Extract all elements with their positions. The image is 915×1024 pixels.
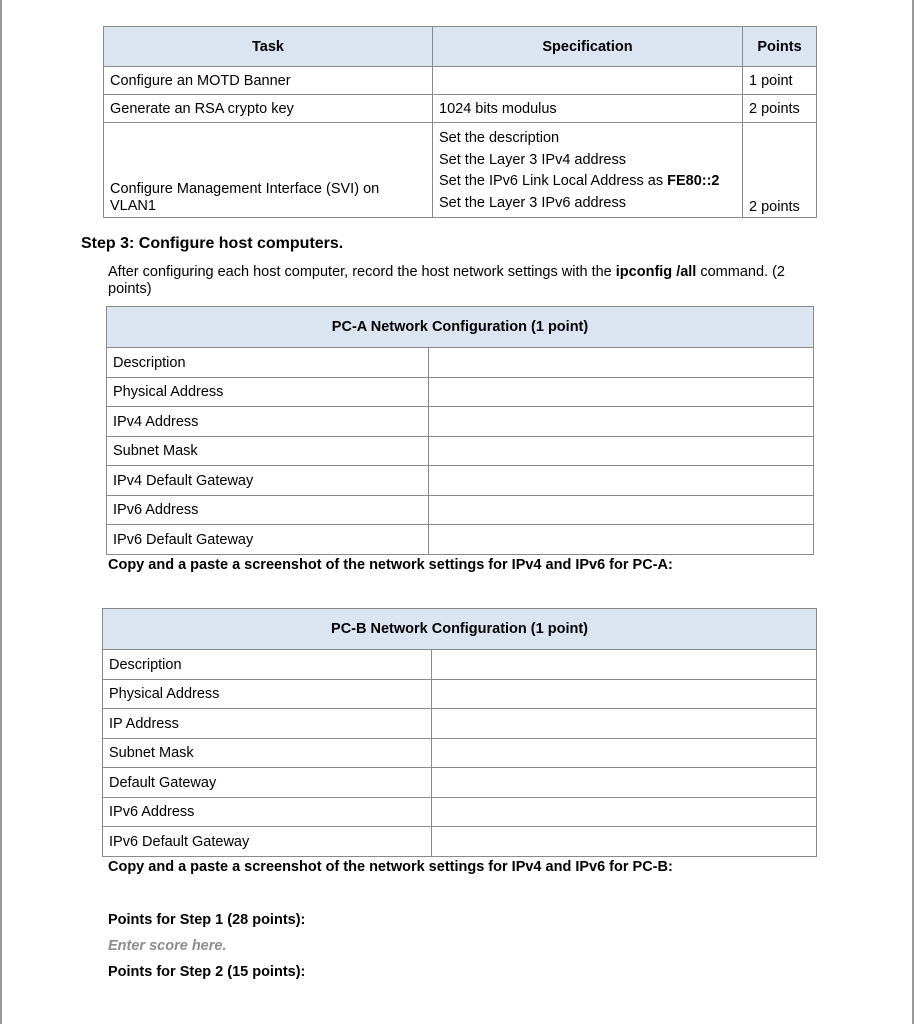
task-table (103, 26, 817, 218)
row-label: IPv6 Default Gateway (107, 525, 429, 555)
row-label: IPv4 Address (107, 407, 429, 437)
row-label: Physical Address (107, 377, 429, 407)
row-label: Default Gateway (103, 768, 432, 798)
header-specification: Specification (433, 27, 743, 67)
instruction-text: After configuring each host computer, record the host network settings with the (108, 264, 616, 280)
row-label: Subnet Mask (107, 436, 429, 466)
pc-a-config-table (106, 306, 814, 555)
task-cell: Configure Management Interface (SVI) on VLAN1 (104, 123, 433, 218)
value-cell[interactable] (432, 827, 817, 857)
table-row (104, 67, 817, 95)
table-row (103, 650, 817, 680)
table-row (107, 407, 814, 437)
table-row (107, 348, 814, 378)
table-row (103, 827, 817, 857)
page-right-edge (912, 0, 914, 1024)
table-row (107, 436, 814, 466)
table-row (104, 95, 817, 123)
table-row (107, 377, 814, 407)
pc-b-copy-note: Copy and a paste a screenshot of the network settings for IPv4 and IPv6 for PC-B: (108, 859, 673, 875)
row-label: IPv6 Address (103, 797, 432, 827)
table-row (107, 466, 814, 496)
row-label: Description (107, 348, 429, 378)
step3-heading: Step 3: Configure host computers. (81, 235, 344, 252)
value-cell[interactable] (432, 709, 817, 739)
task-table-header-row (104, 27, 817, 67)
value-cell[interactable] (432, 679, 817, 709)
table-row (104, 123, 817, 218)
score-entry-field[interactable]: Enter score here. (108, 938, 227, 954)
points-cell: 2 points (743, 95, 817, 123)
row-label: IPv6 Address (107, 495, 429, 525)
task-cell: Generate an RSA crypto key (104, 95, 433, 123)
step1-points-label: Points for Step 1 (28 points): (108, 912, 306, 928)
pc-b-table-title: PC-B Network Configuration (1 point) (103, 609, 817, 650)
row-label: IPv6 Default Gateway (103, 827, 432, 857)
row-label: IPv4 Default Gateway (107, 466, 429, 496)
table-row (107, 525, 814, 555)
value-cell[interactable] (429, 436, 814, 466)
row-label: IP Address (103, 709, 432, 739)
value-cell[interactable] (429, 525, 814, 555)
value-cell[interactable] (429, 495, 814, 525)
spec-line: Set the Layer 3 IPv4 address (439, 151, 626, 168)
ipconfig-command: ipconfig /all (615, 264, 697, 280)
step3-instruction (108, 264, 820, 298)
spec-cell (433, 67, 743, 95)
points-cell: 2 points (743, 123, 817, 218)
spec-line: Set the Layer 3 IPv6 address (439, 195, 626, 212)
table-row (107, 495, 814, 525)
pc-b-config-table (102, 608, 817, 857)
table-row (103, 738, 817, 768)
value-cell[interactable] (429, 407, 814, 437)
instruction-text: command. (2 points) (108, 264, 785, 297)
pc-a-table-title: PC-A Network Configuration (1 point) (107, 307, 814, 348)
spec-cell: 1024 bits modulus (433, 95, 743, 123)
value-cell[interactable] (432, 650, 817, 680)
spec-line (439, 171, 736, 193)
task-cell: Configure an MOTD Banner (104, 67, 433, 95)
row-label: Description (103, 650, 432, 680)
step2-points-label: Points for Step 2 (15 points): (108, 964, 306, 980)
pc-a-copy-note: Copy and a paste a screenshot of the network settings for IPv4 and IPv6 for PC-A: (108, 557, 673, 573)
spec-lines (439, 128, 736, 215)
table-row (103, 797, 817, 827)
spec-line: Set the description (439, 129, 560, 146)
row-label: Physical Address (103, 679, 432, 709)
value-cell[interactable] (432, 768, 817, 798)
page-left-edge (0, 0, 2, 1024)
value-cell[interactable] (429, 377, 814, 407)
value-cell[interactable] (432, 738, 817, 768)
header-points: Points (743, 27, 817, 67)
spec-cell (433, 123, 743, 218)
spec-line-text: Set the IPv6 Link Local Address as (439, 173, 668, 190)
table-row (103, 679, 817, 709)
table-row (103, 709, 817, 739)
row-label: Subnet Mask (103, 738, 432, 768)
table-row (103, 768, 817, 798)
value-cell[interactable] (429, 348, 814, 378)
header-task: Task (104, 27, 433, 67)
value-cell[interactable] (432, 797, 817, 827)
points-cell: 1 point (743, 67, 817, 95)
link-local-address: FE80::2 (667, 173, 720, 190)
value-cell[interactable] (429, 466, 814, 496)
